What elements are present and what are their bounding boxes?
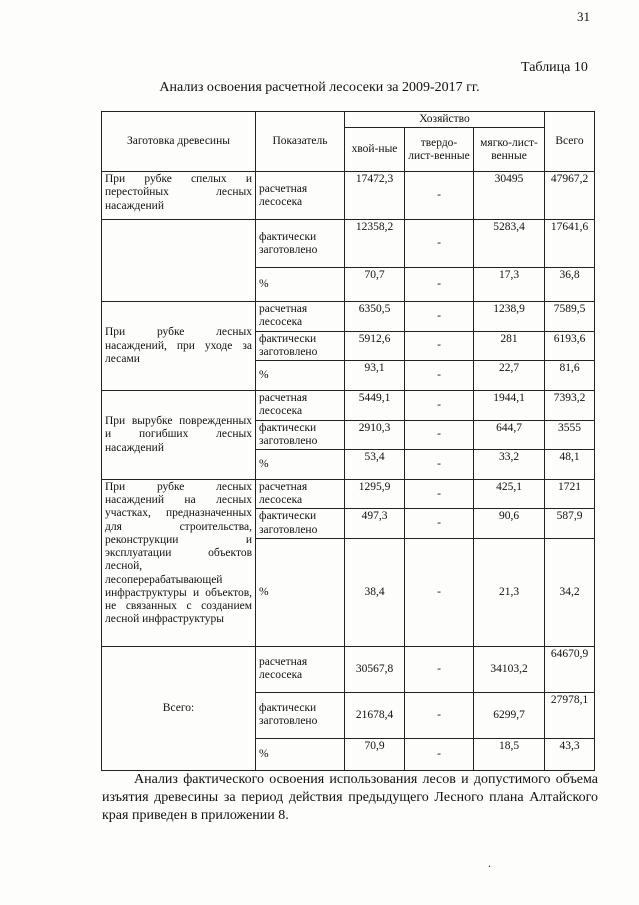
indicator-cell: % <box>256 538 345 646</box>
hardleaf-cell: - <box>405 331 474 360</box>
total-cell: 7393,2 <box>545 391 595 420</box>
conifer-cell: 70,7 <box>345 268 405 302</box>
header-harvest-type: Заготовка древесины <box>102 112 256 172</box>
total-cell: 64670,9 <box>545 646 595 692</box>
total-cell: 587,9 <box>545 509 595 538</box>
header-hardleaf: твердо-лист-венные <box>405 128 474 172</box>
conifer-cell: 53,4 <box>345 449 405 479</box>
conifer-cell: 6350,5 <box>345 302 405 331</box>
header-softleaf: мягко-лист-венные <box>474 128 545 172</box>
total-cell: 48,1 <box>545 449 595 479</box>
category-cell: При рубке лесных насаждений на лесных участках, предназначенных для строительства, реконструкции и эксплуатации объектов лесной, лесоперерабатывающей инфраструктуры и объектов, не связанных с созданием лесной инфраструктуры <box>102 479 256 646</box>
hardleaf-cell: - <box>405 449 474 479</box>
indicator-cell: фактически заготовлено <box>256 420 345 449</box>
table-row <box>102 391 595 420</box>
total-cell: 7589,5 <box>545 302 595 331</box>
table-row <box>102 172 595 220</box>
total-cell: 43,3 <box>545 738 595 770</box>
indicator-cell: % <box>256 361 345 391</box>
softleaf-cell: 5283,4 <box>474 220 545 268</box>
total-cell: 34,2 <box>545 538 595 646</box>
conifer-cell: 1295,9 <box>345 479 405 508</box>
softleaf-cell: 281 <box>474 331 545 360</box>
hardleaf-cell: - <box>405 391 474 420</box>
conifer-cell: 12358,2 <box>345 220 405 268</box>
stray-mark: . <box>488 856 491 870</box>
softleaf-cell: 1944,1 <box>474 391 545 420</box>
total-cell: 81,6 <box>545 361 595 391</box>
table-title: Анализ освоения расчетной лесосеки за 2009-2017 гг. <box>159 80 480 95</box>
indicator-cell: фактически заготовлено <box>256 509 345 538</box>
softleaf-cell: 425,1 <box>474 479 545 508</box>
indicator-cell: % <box>256 268 345 302</box>
hardleaf-cell: - <box>405 738 474 770</box>
softleaf-cell: 17,3 <box>474 268 545 302</box>
header-indicator: Показатель <box>256 112 345 172</box>
softleaf-cell: 644,7 <box>474 420 545 449</box>
softleaf-cell: 6299,7 <box>474 692 545 738</box>
total-cell: 47967,2 <box>545 172 595 220</box>
conifer-cell: 70,9 <box>345 738 405 770</box>
category-cell: При вырубке поврежденных и погибших лесных насаждений <box>102 391 256 480</box>
hardleaf-cell: - <box>405 692 474 738</box>
softleaf-cell: 90,6 <box>474 509 545 538</box>
indicator-cell: % <box>256 449 345 479</box>
header-conifer: хвой-ные <box>345 128 405 172</box>
total-cell: 1721 <box>545 479 595 508</box>
hardleaf-cell: - <box>405 420 474 449</box>
softleaf-cell: 21,3 <box>474 538 545 646</box>
indicator-cell: фактически заготовлено <box>256 331 345 360</box>
conifer-cell: 93,1 <box>345 361 405 391</box>
hardleaf-cell: - <box>405 646 474 692</box>
header-economy-group: Хозяйство <box>345 112 545 128</box>
total-cell: 6193,6 <box>545 331 595 360</box>
category-cell: При рубке лесных насаждений, при уходе за лесами <box>102 302 256 391</box>
softleaf-cell: 18,5 <box>474 738 545 770</box>
total-cell: 36,8 <box>545 268 595 302</box>
softleaf-cell: 1238,9 <box>474 302 545 331</box>
hardleaf-cell: - <box>405 172 474 220</box>
header-total: Всего <box>545 112 595 172</box>
conifer-cell: 5449,1 <box>345 391 405 420</box>
conifer-cell: 17472,3 <box>345 172 405 220</box>
conifer-cell: 5912,6 <box>345 331 405 360</box>
hardleaf-cell: - <box>405 302 474 331</box>
hardleaf-cell: - <box>405 479 474 508</box>
indicator-cell: расчетная лесосека <box>256 391 345 420</box>
hardleaf-cell: - <box>405 268 474 302</box>
category-cell: Всего: <box>102 646 256 770</box>
indicator-cell: расчетная лесосека <box>256 646 345 692</box>
indicator-cell: фактически заготовлено <box>256 220 345 268</box>
harvest-analysis-table <box>101 111 595 771</box>
total-cell: 3555 <box>545 420 595 449</box>
softleaf-cell: 33,2 <box>474 449 545 479</box>
category-cell-empty <box>102 220 256 302</box>
conifer-cell: 21678,4 <box>345 692 405 738</box>
page-number: 31 <box>577 9 590 24</box>
conifer-cell: 38,4 <box>345 538 405 646</box>
hardleaf-cell: - <box>405 509 474 538</box>
category-cell: При рубке спелых и перестойных лесных насаждений <box>102 172 256 220</box>
softleaf-cell: 30495 <box>474 172 545 220</box>
table-row <box>102 220 595 268</box>
body-paragraph: Анализ фактического освоения использования лесов и допустимого объема изъятия древесины за период действия предыдущего Лесного плана Алтайского края приведен в приложении 8. <box>102 772 598 824</box>
hardleaf-cell: - <box>405 538 474 646</box>
softleaf-cell: 34103,2 <box>474 646 545 692</box>
table-row <box>102 302 595 331</box>
table-row <box>102 646 595 692</box>
conifer-cell: 497,3 <box>345 509 405 538</box>
softleaf-cell: 22,7 <box>474 361 545 391</box>
indicator-cell: расчетная лесосека <box>256 479 345 508</box>
indicator-cell: фактически заготовлено <box>256 692 345 738</box>
table-label: Таблица 10 <box>521 60 588 75</box>
conifer-cell: 2910,3 <box>345 420 405 449</box>
indicator-cell: расчетная лесосека <box>256 172 345 220</box>
table-row <box>102 479 595 508</box>
total-cell: 17641,6 <box>545 220 595 268</box>
indicator-cell: расчетная лесосека <box>256 302 345 331</box>
conifer-cell: 30567,8 <box>345 646 405 692</box>
total-cell: 27978,1 <box>545 692 595 738</box>
indicator-cell: % <box>256 738 345 770</box>
hardleaf-cell: - <box>405 220 474 268</box>
hardleaf-cell: - <box>405 361 474 391</box>
